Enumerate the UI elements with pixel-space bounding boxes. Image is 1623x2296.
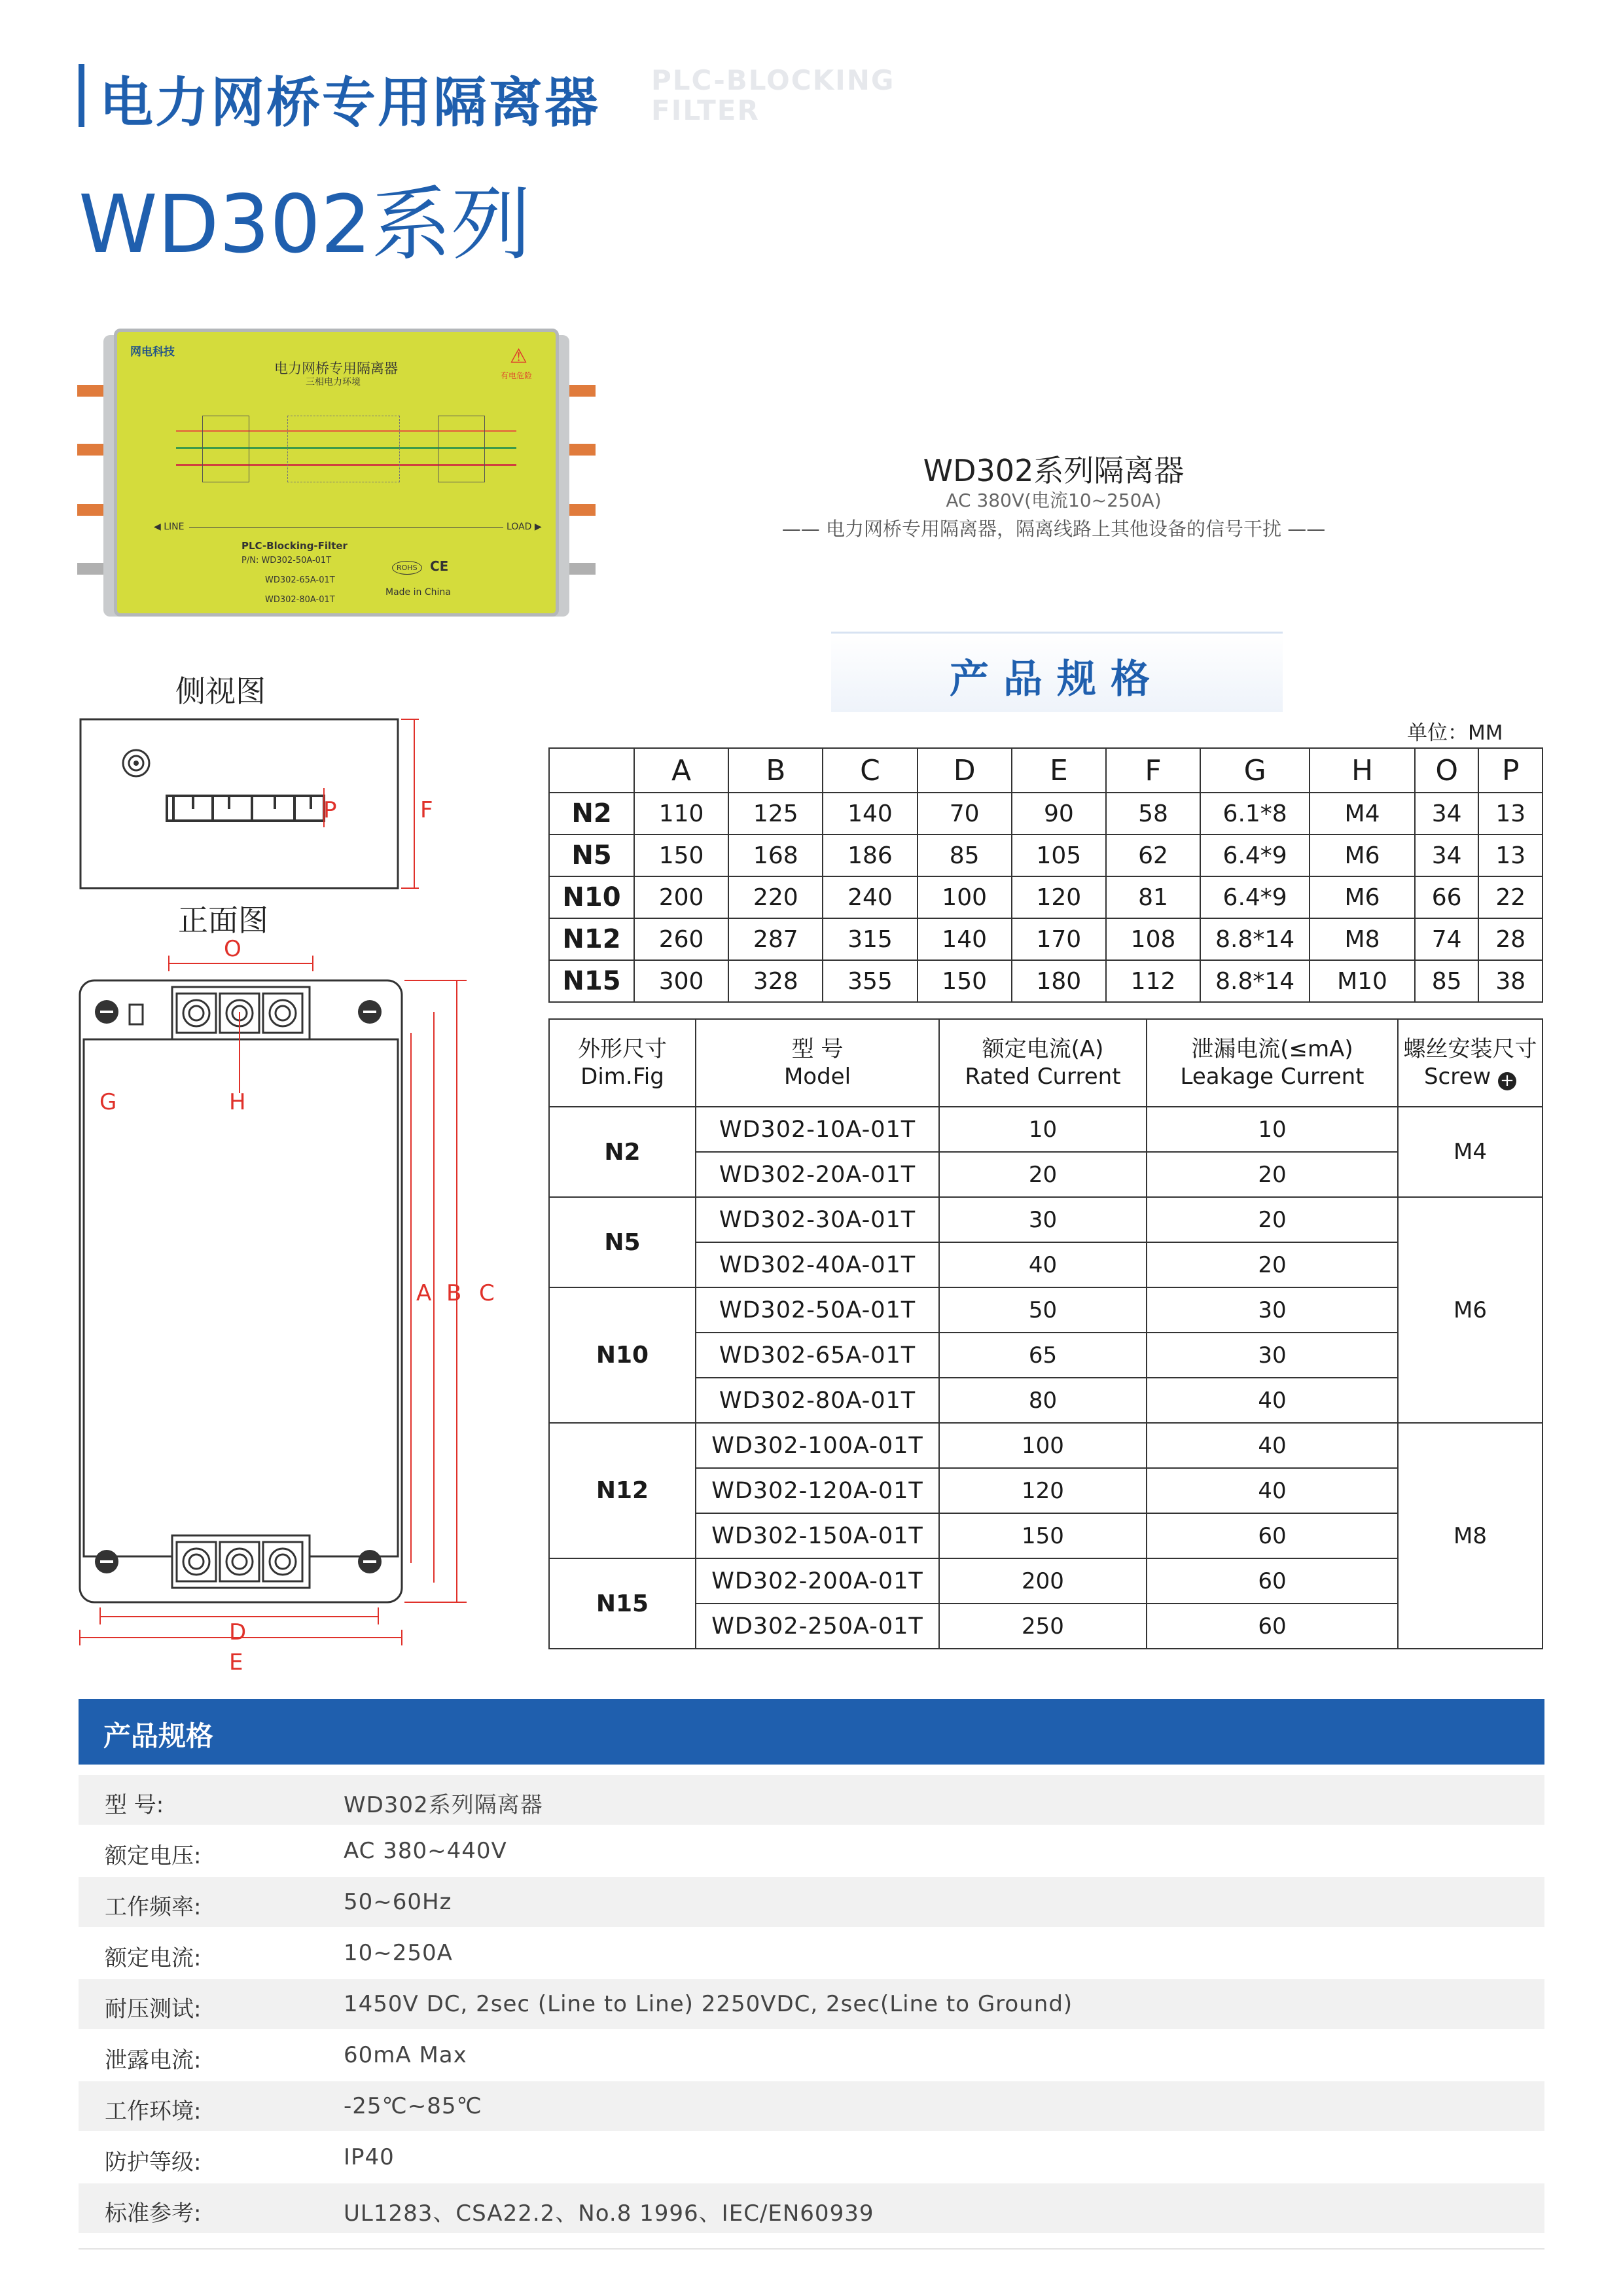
product-voltage: AC 380V(电流10~250A) (946, 490, 1162, 511)
dim-cell: 62 (1106, 834, 1200, 876)
dim-header: O (1415, 748, 1478, 793)
header-screw: 螺丝安装尺寸 Screw + (1398, 1019, 1543, 1107)
rated-current-cell: 40 (939, 1242, 1147, 1287)
dim-label-h: H (229, 1089, 246, 1115)
spec-value: WD302系列隔离器 (344, 1792, 543, 1818)
device-warning: 有电危险 (501, 371, 533, 380)
spec-key: 型 号: (105, 1792, 164, 1818)
page-title: 电力网桥专用隔离器 (99, 72, 601, 134)
dim-row-label: N12 (549, 918, 634, 960)
series-title: WD302系列 (79, 178, 531, 271)
dim-cell: 180 (1012, 960, 1106, 1002)
model-cell: WD302-250A-01T (696, 1604, 939, 1649)
title-en-line2: FILTER (651, 94, 760, 126)
dim-header: H (1310, 748, 1415, 793)
spec-value: -25℃~85℃ (344, 2093, 482, 2119)
dim-cell: 328 (728, 960, 823, 1002)
dim-cell: 74 (1415, 918, 1478, 960)
leakage-current-cell: 60 (1147, 1604, 1398, 1649)
dim-cell: 38 (1478, 960, 1543, 1002)
model-cell: WD302-100A-01T (696, 1423, 939, 1468)
bottom-divider (79, 2248, 1544, 2250)
leakage-current-cell: 20 (1147, 1242, 1398, 1287)
model-cell: WD302-50A-01T (696, 1287, 939, 1333)
model-row (549, 1378, 1543, 1423)
front-view-title: 正面图 (178, 903, 268, 938)
dim-cell: 13 (1478, 834, 1543, 876)
model-row (549, 1423, 1543, 1468)
dim-cell: 355 (823, 960, 917, 1002)
dim-row-label: N15 (549, 960, 634, 1002)
dim-cell: 28 (1478, 918, 1543, 960)
dim-cell: 110 (634, 793, 728, 834)
spec-value: 10~250A (344, 1940, 453, 1966)
title-accent-bar (79, 64, 84, 127)
dim-label-a: A (416, 1280, 432, 1306)
unit-label: 单位：MM (1407, 721, 1503, 745)
dim-cell: 186 (823, 834, 917, 876)
model-cell: WD302-200A-01T (696, 1558, 939, 1604)
dim-cell: 287 (728, 918, 823, 960)
dim-cell: 168 (728, 834, 823, 876)
spec-key: 额定电压: (105, 1843, 202, 1869)
dimension-row (549, 918, 1543, 960)
rated-current-cell: 120 (939, 1468, 1147, 1513)
dim-label-b: B (446, 1280, 462, 1306)
dim-cell: 34 (1415, 834, 1478, 876)
screw-icon: + (1498, 1072, 1516, 1090)
dimension-row (549, 834, 1543, 876)
rated-current-cell: 100 (939, 1423, 1147, 1468)
dim-cell: 6.1*8 (1200, 793, 1310, 834)
device-pn3: WD302-80A-01T (265, 595, 335, 605)
spec-value: AC 380~440V (344, 1838, 507, 1864)
rated-current-cell: 65 (939, 1333, 1147, 1378)
header-rated-current: 额定电流(A) Rated Current (939, 1019, 1147, 1107)
spec-value: 60mA Max (344, 2042, 467, 2068)
dim-cell: M6 (1310, 834, 1415, 876)
dim-cell: 22 (1478, 876, 1543, 918)
leakage-current-cell: 40 (1147, 1423, 1398, 1468)
spec-list-title: 产品规格 (103, 1720, 214, 1752)
dim-header: B (728, 748, 823, 793)
model-row (549, 1152, 1543, 1197)
dim-cell: 140 (918, 918, 1012, 960)
device-made: Made in China (385, 587, 451, 598)
product-title: WD302系列隔离器 (923, 453, 1185, 488)
rated-current-cell: 10 (939, 1107, 1147, 1152)
dim-cell: 125 (728, 793, 823, 834)
device-line: ◀ LINE (154, 522, 185, 532)
dim-cell: M10 (1310, 960, 1415, 1002)
rated-current-cell: 150 (939, 1513, 1147, 1558)
device-subtitle: 三相电力环境 (306, 377, 361, 387)
dim-cell: 260 (634, 918, 728, 960)
leakage-current-cell: 30 (1147, 1287, 1398, 1333)
header-model: 型 号 Model (696, 1019, 939, 1107)
model-row (549, 1333, 1543, 1378)
model-row (549, 1242, 1543, 1287)
side-view-drawing (79, 717, 419, 891)
dim-cell: 6.4*9 (1200, 876, 1310, 918)
rated-current-cell: 20 (939, 1152, 1147, 1197)
spec-value: IP40 (344, 2144, 395, 2170)
dim-label-p: P (323, 797, 337, 823)
dim-row-label: N2 (549, 793, 634, 834)
header-dim-fig: 外形尺寸 Dim.Fig (549, 1019, 696, 1107)
spec-key: 工作频率: (105, 1894, 202, 1920)
spec-key: 额定电流: (105, 1945, 202, 1971)
spec-key: 耐压测试: (105, 1996, 202, 2022)
spec-value: 1450V DC, 2sec (Line to Line) 2250VDC, 2sec(Line to Ground) (344, 1991, 1073, 2017)
model-cell: WD302-150A-01T (696, 1513, 939, 1558)
spec-row (79, 2030, 1544, 2080)
model-cell: WD302-10A-01T (696, 1107, 939, 1152)
spec-row (79, 1928, 1544, 1978)
dim-cell: 100 (918, 876, 1012, 918)
leakage-current-cell: 60 (1147, 1513, 1398, 1558)
dim-header: C (823, 748, 917, 793)
model-row (549, 1558, 1543, 1604)
leakage-current-cell: 40 (1147, 1378, 1398, 1423)
product-photo (77, 322, 596, 624)
model-cell: WD302-40A-01T (696, 1242, 939, 1287)
model-row (549, 1604, 1543, 1649)
dim-cell: 200 (634, 876, 728, 918)
dim-label-g: G (99, 1089, 117, 1115)
dim-cell: 220 (728, 876, 823, 918)
dim-header: G (1200, 748, 1310, 793)
dim-cell: 140 (823, 793, 917, 834)
dimension-row (549, 960, 1543, 1002)
dim-cell: M4 (1310, 793, 1415, 834)
model-cell: WD302-80A-01T (696, 1378, 939, 1423)
header-leakage-current: 泄漏电流(≤mA) Leakage Current (1147, 1019, 1398, 1107)
spec-key: 泄露电流: (105, 2047, 202, 2073)
dim-cell: 112 (1106, 960, 1200, 1002)
rated-current-cell: 250 (939, 1604, 1147, 1649)
dim-label-d: D (229, 1619, 247, 1645)
spec-value: 50~60Hz (344, 1889, 452, 1915)
dim-header: D (918, 748, 1012, 793)
device-pn1: P/N: WD302-50A-01T (241, 556, 332, 565)
device-pn2: WD302-65A-01T (265, 575, 335, 585)
screw-cell: M6 (1398, 1197, 1543, 1423)
dim-cell: 8.8*14 (1200, 960, 1310, 1002)
leakage-current-cell: 20 (1147, 1152, 1398, 1197)
dim-cell: 170 (1012, 918, 1106, 960)
dim-fig-cell: N10 (549, 1287, 696, 1423)
spec-row (79, 1979, 1544, 2029)
model-cell: WD302-120A-01T (696, 1468, 939, 1513)
dim-cell: 105 (1012, 834, 1106, 876)
title-en-line1: PLC-BLOCKING (651, 64, 895, 96)
warning-icon: ⚠ (510, 345, 527, 368)
model-cell: WD302-30A-01T (696, 1197, 939, 1242)
product-desc: —— 电力网桥专用隔离器，隔离线路上其他设备的信号干扰 —— (781, 518, 1326, 540)
spec-key: 防护等级: (105, 2149, 202, 2176)
device-brand: 网电科技 (130, 346, 175, 359)
dim-cell: 13 (1478, 793, 1543, 834)
side-view-title: 侧视图 (175, 673, 266, 709)
dim-cell: 315 (823, 918, 917, 960)
dim-cell: 34 (1415, 793, 1478, 834)
model-header-row (549, 1019, 1543, 1107)
dim-cell: 8.8*14 (1200, 918, 1310, 960)
dim-label-c: C (479, 1280, 495, 1306)
rated-current-cell: 80 (939, 1378, 1147, 1423)
spec-row (79, 1877, 1544, 1927)
dimension-table (548, 747, 1543, 1003)
dimension-row (549, 876, 1543, 918)
front-view-drawing (77, 956, 496, 1669)
leakage-current-cell: 60 (1147, 1558, 1398, 1604)
device-title: 电力网桥专用隔离器 (274, 361, 398, 376)
model-row (549, 1107, 1543, 1152)
spec-key: 工作环境: (105, 2098, 202, 2125)
model-row (549, 1287, 1543, 1333)
dim-cell: 108 (1106, 918, 1200, 960)
dim-cell: 120 (1012, 876, 1106, 918)
dim-header (549, 748, 634, 793)
dimension-row (549, 793, 1543, 834)
spec-row (79, 1775, 1544, 1825)
dim-fig-cell: N5 (549, 1197, 696, 1287)
dim-label-o: O (224, 936, 241, 962)
page-title-en (651, 65, 895, 126)
dim-cell: 81 (1106, 876, 1200, 918)
spec-row (79, 2183, 1544, 2233)
spec-value: UL1283、CSA22.2、No.8 1996、IEC/EN60939 (344, 2200, 874, 2227)
spec-list-header (79, 1699, 1544, 1765)
device-ce: CE (430, 558, 449, 574)
rated-current-cell: 50 (939, 1287, 1147, 1333)
rated-current-cell: 200 (939, 1558, 1147, 1604)
leakage-current-cell: 30 (1147, 1333, 1398, 1378)
dim-fig-cell: N12 (549, 1423, 696, 1558)
dim-cell: M6 (1310, 876, 1415, 918)
dim-label-f: F (420, 797, 433, 823)
spec-row (79, 2132, 1544, 2182)
device-load: LOAD ▶ (507, 522, 542, 532)
dim-header: A (634, 748, 728, 793)
dim-cell: 300 (634, 960, 728, 1002)
dim-cell: M8 (1310, 918, 1415, 960)
leakage-current-cell: 20 (1147, 1197, 1398, 1242)
model-cell: WD302-20A-01T (696, 1152, 939, 1197)
dim-header: E (1012, 748, 1106, 793)
model-row (549, 1513, 1543, 1558)
spec-row (79, 2081, 1544, 2131)
dim-cell: 70 (918, 793, 1012, 834)
dim-fig-cell: N15 (549, 1558, 696, 1649)
model-cell: WD302-65A-01T (696, 1333, 939, 1378)
dim-cell: 150 (918, 960, 1012, 1002)
dim-cell: 58 (1106, 793, 1200, 834)
spec-title: 产品规格 (950, 656, 1164, 702)
device-rohs: ROHS (392, 561, 422, 575)
screw-cell: M8 (1398, 1423, 1543, 1649)
leakage-current-cell: 10 (1147, 1107, 1398, 1152)
leakage-current-cell: 40 (1147, 1468, 1398, 1513)
spec-row (79, 1826, 1544, 1876)
dim-cell: 150 (634, 834, 728, 876)
model-table (548, 1018, 1543, 1649)
dim-header: P (1478, 748, 1543, 793)
dim-cell: 85 (1415, 960, 1478, 1002)
dim-cell: 6.4*9 (1200, 834, 1310, 876)
model-row (549, 1197, 1543, 1242)
spec-key: 标准参考: (105, 2200, 202, 2227)
dimension-header-row (549, 748, 1543, 793)
rated-current-cell: 30 (939, 1197, 1147, 1242)
dim-row-label: N5 (549, 834, 634, 876)
dim-cell: 85 (918, 834, 1012, 876)
model-row (549, 1468, 1543, 1513)
dim-cell: 66 (1415, 876, 1478, 918)
screw-cell: M4 (1398, 1107, 1543, 1197)
dim-header: F (1106, 748, 1200, 793)
dim-label-e: E (229, 1649, 243, 1676)
dim-fig-cell: N2 (549, 1107, 696, 1197)
dim-cell: 240 (823, 876, 917, 918)
dim-row-label: N10 (549, 876, 634, 918)
dim-cell: 90 (1012, 793, 1106, 834)
device-plc: PLC-Blocking-Filter (241, 540, 348, 552)
